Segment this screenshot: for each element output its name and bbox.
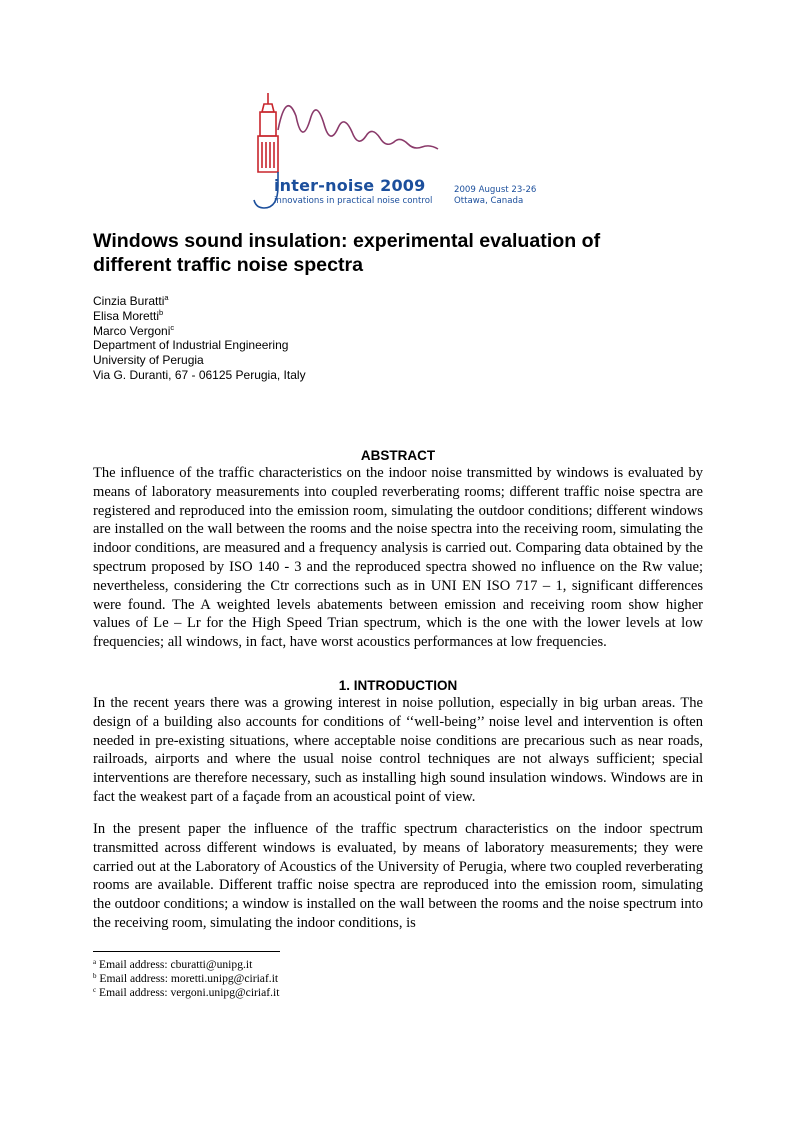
title-line-1: Windows sound insulation: experimental evaluation of [93,230,601,252]
author: Cinzia Buratti$^a$ [93,293,169,308]
author: Elisa Moretti$^b$ [93,307,164,323]
title-line-2: different traffic noise spectra [93,254,364,276]
abstract-heading: ABSTRACT [360,448,436,463]
conference-place: Ottawa, Canada [454,196,524,206]
abstract-text: The influence of the traffic characteristics on the indoor noise transmitted by windows is evaluated by means of laboratory measurements into coupled reverberating rooms; different traffic noise spectra are registered and reproduced into the emission room, simulating the outdoor conditions; different windows are installed on the wall between the rooms and the noise spectra into the receiving room, simulating the indoor conditions, are measured and a frequency analysis is carried out. Comparing data obtained by the spectrum proposed by ISO 140 - 3 and the reproduced spectra showed no influence on the Rw value; nevertheless, considering the Ctr corrections such as in UNI EN ISO 717 – 1, significant differences were found. The A weighted levels abatements between emission and receiving room show higher values of Le – Lr for the High Speed Trian spectrum, which is the one with the lower levels at low frequencies; all windows, in fact, have worst acoustics performances at low frequencies. [93,465,703,651]
paper-title [93,229,703,277]
footnote-divider [93,951,280,952]
footnote: $^c$ Email address: vergoni.unipg@ciriaf.it [93,985,280,999]
author-mark: c [170,322,175,332]
affiliation-line: Department of Industrial Engineering [93,338,289,353]
email-link[interactable]: Email address: cburatti@unipg.it [99,958,253,971]
footnote: $^b$ Email address: moretti.unipg@ciriaf.it [93,971,279,985]
introduction-heading: 1. INTRODUCTION [338,678,458,693]
email-link[interactable]: Email address: vergoni.unipg@ciriaf.it [99,985,280,999]
footnotes [93,958,279,999]
affiliation-line: University of Perugia [93,353,204,368]
affiliation-line: Via G. Duranti, 67 - 06125 Perugia, Italy [93,367,306,382]
author-block [93,294,306,383]
conference-logo [252,90,552,218]
logo-tagline: innovations in practical noise control [274,196,433,206]
conference-date: 2009 August 23-26 [454,185,537,195]
introduction-paragraph-1: In the recent years there was a growing interest in noise pollution, especially in big urban areas. The design of a building also accounts for conditions of ‘‘well-being’’ noise level and intervention is often needed in pre-existing situations, where acceptable noise conditions are precarious such as near roads, railroads, airports and where the usual noise control techniques are not always sufficient; special interventions are therefore necessary, such as installing high sound insulation windows. Windows are in fact the weakest part of a façade from an acoustical point of view. [93,695,703,805]
author-mark: b [159,307,164,317]
introduction-paragraph-2: In the present paper the influence of the traffic spectrum characteristics on the indoor spectrum transmitted across different windows is evaluated, by means of laboratory measurements; they were carried out at the Laboratory of Acoustics of the University of Perugia, where two coupled reverberating rooms are available. Different traffic noise spectra are reproduced into the emission room, simulating the outdoor conditions; a window is installed on the wall between the rooms and the noise spectrum into the receiving room, simulating the indoor conditions, is [93,821,703,931]
logo-brand-text: inter-noise 2009 [274,176,426,195]
footnote: $^a$ Email address: cburatti@unipg.it [93,958,253,971]
email-link[interactable]: Email address: moretti.unipg@ciriaf.it [99,971,279,985]
author: Marco Vergoni$^c$ [93,322,175,338]
author-mark: a [164,293,169,302]
